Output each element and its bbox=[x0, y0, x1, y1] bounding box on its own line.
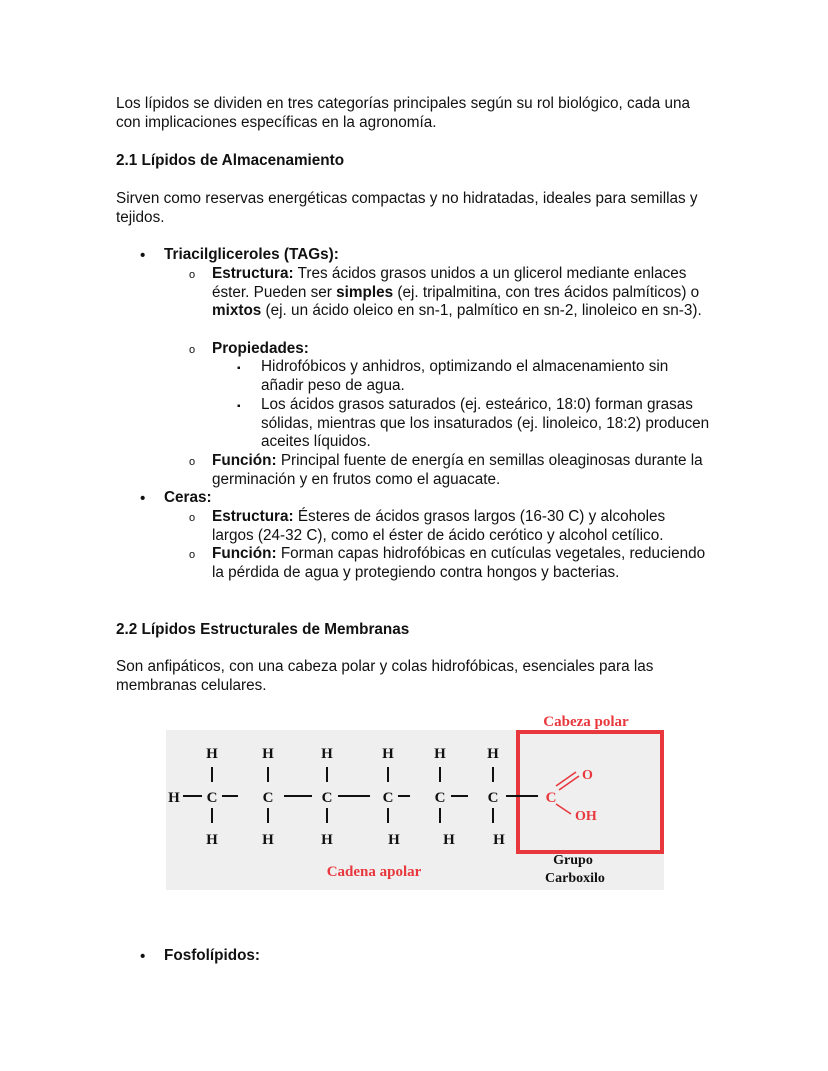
section-heading-2-1: 2.1 Lípidos de Almacenamiento bbox=[116, 152, 345, 169]
fosfolipidos-title: Fosfolípidos: bbox=[164, 947, 261, 964]
bullet-tags-propiedades: o bbox=[189, 344, 196, 356]
atom-c-2: C bbox=[262, 790, 274, 806]
tags-title: Triacilgliceroles (TAGs): bbox=[164, 246, 339, 263]
fatty-acid-structure-diagram bbox=[166, 710, 664, 890]
bullet-tags-funcion: o bbox=[189, 456, 196, 468]
atom-h-top-5: H bbox=[434, 746, 446, 762]
section-heading-2-2: 2.2 Lípidos Estructurales de Membranas bbox=[116, 621, 410, 638]
atom-h-bottom-4: H bbox=[388, 832, 400, 848]
tags-funcion: Función: Principal fuente de energía en semillas oleaginosas durante la germinación y en frutos como el aguacate. bbox=[212, 452, 703, 488]
atom-c-carboxyl: C bbox=[545, 790, 557, 806]
bullet-prop2: ▪ bbox=[237, 401, 241, 412]
bullet-ceras: • bbox=[140, 490, 146, 507]
label-cabeza-polar: Cabeza polar bbox=[543, 714, 629, 730]
intro-paragraph: Los lípidos se dividen en tres categorías principales según su rol biológico, cada una con implicaciones específicas en la agronomía. bbox=[116, 95, 690, 131]
atom-h-top-4: H bbox=[382, 746, 394, 762]
atom-h-bottom-5: H bbox=[443, 832, 455, 848]
bullet-ceras-funcion: o bbox=[189, 549, 196, 561]
section-2-2-intro: Son anfipáticos, con una cabeza polar y colas hidrofóbicas, esenciales para las membranas celulares. bbox=[116, 658, 654, 694]
fatty-acid-figure bbox=[166, 710, 664, 890]
atom-h-bottom-3: H bbox=[321, 832, 333, 848]
label-cadena-apolar: Cadena apolar bbox=[326, 864, 422, 880]
atom-c-1: C bbox=[206, 790, 218, 806]
atom-h-top-3: H bbox=[321, 746, 333, 762]
ceras-title: Ceras: bbox=[164, 489, 212, 506]
atom-o: O bbox=[582, 768, 593, 783]
atom-oh: OH bbox=[575, 809, 597, 824]
atom-c-4: C bbox=[382, 790, 394, 806]
bullet-tags: • bbox=[140, 247, 146, 264]
label-carboxilo: Carboxilo bbox=[545, 871, 605, 886]
bullet-ceras-estructura: o bbox=[189, 512, 196, 524]
atom-h-bottom-2: H bbox=[262, 832, 274, 848]
atom-h-bottom-6: H bbox=[493, 832, 505, 848]
section-2-1-intro: Sirven como reservas energéticas compactas y no hidratadas, ideales para semillas y tejidos. bbox=[116, 190, 698, 226]
bullet-fosfolipidos: • bbox=[140, 948, 146, 965]
tags-prop2: Los ácidos grasos saturados (ej. esteárico, 18:0) forman grasas sólidas, mientras que los insaturados (ej. linoleico, 18:2) producen aceites líquidos. bbox=[261, 396, 710, 451]
atom-c-5: C bbox=[434, 790, 446, 806]
atom-c-6: C bbox=[487, 790, 499, 806]
atom-h-top-6: H bbox=[487, 746, 499, 762]
bullet-prop1: ▪ bbox=[237, 363, 241, 374]
tags-prop1: Hidrofóbicos y anhidros, optimizando el almacenamiento sin añadir peso de agua. bbox=[261, 358, 669, 394]
label-grupo: Grupo bbox=[553, 853, 593, 868]
ceras-funcion: Función: Forman capas hidrofóbicas en cutículas vegetales, reduciendo la pérdida de agua y protegiendo contra hongos y bacterias. bbox=[212, 545, 706, 581]
atom-c-3: C bbox=[321, 790, 333, 806]
ceras-estructura: Estructura: Ésteres de ácidos grasos largos (16-30 C) y alcoholes largos (24-32 C), como el éster de ácido cerótico y alcohol cetílico. bbox=[212, 508, 666, 544]
tags-estructura: Estructura: Tres ácidos grasos unidos a un glicerol mediante enlaces éster. Pueden ser simples (ej. tripalmitina, con tres ácidos palmíticos) o mixtos (ej. un ácido oleico en sn-1, palmítico en sn-2, linoleico en sn-3). bbox=[212, 265, 702, 320]
atom-h-bottom-1: H bbox=[206, 832, 218, 848]
bullet-tags-estructura: o bbox=[189, 269, 196, 281]
atom-h-terminal: H bbox=[168, 790, 180, 806]
atom-h-top-1: H bbox=[206, 746, 218, 762]
atom-h-top-2: H bbox=[262, 746, 274, 762]
tags-propiedades-label: Propiedades: bbox=[212, 340, 309, 357]
